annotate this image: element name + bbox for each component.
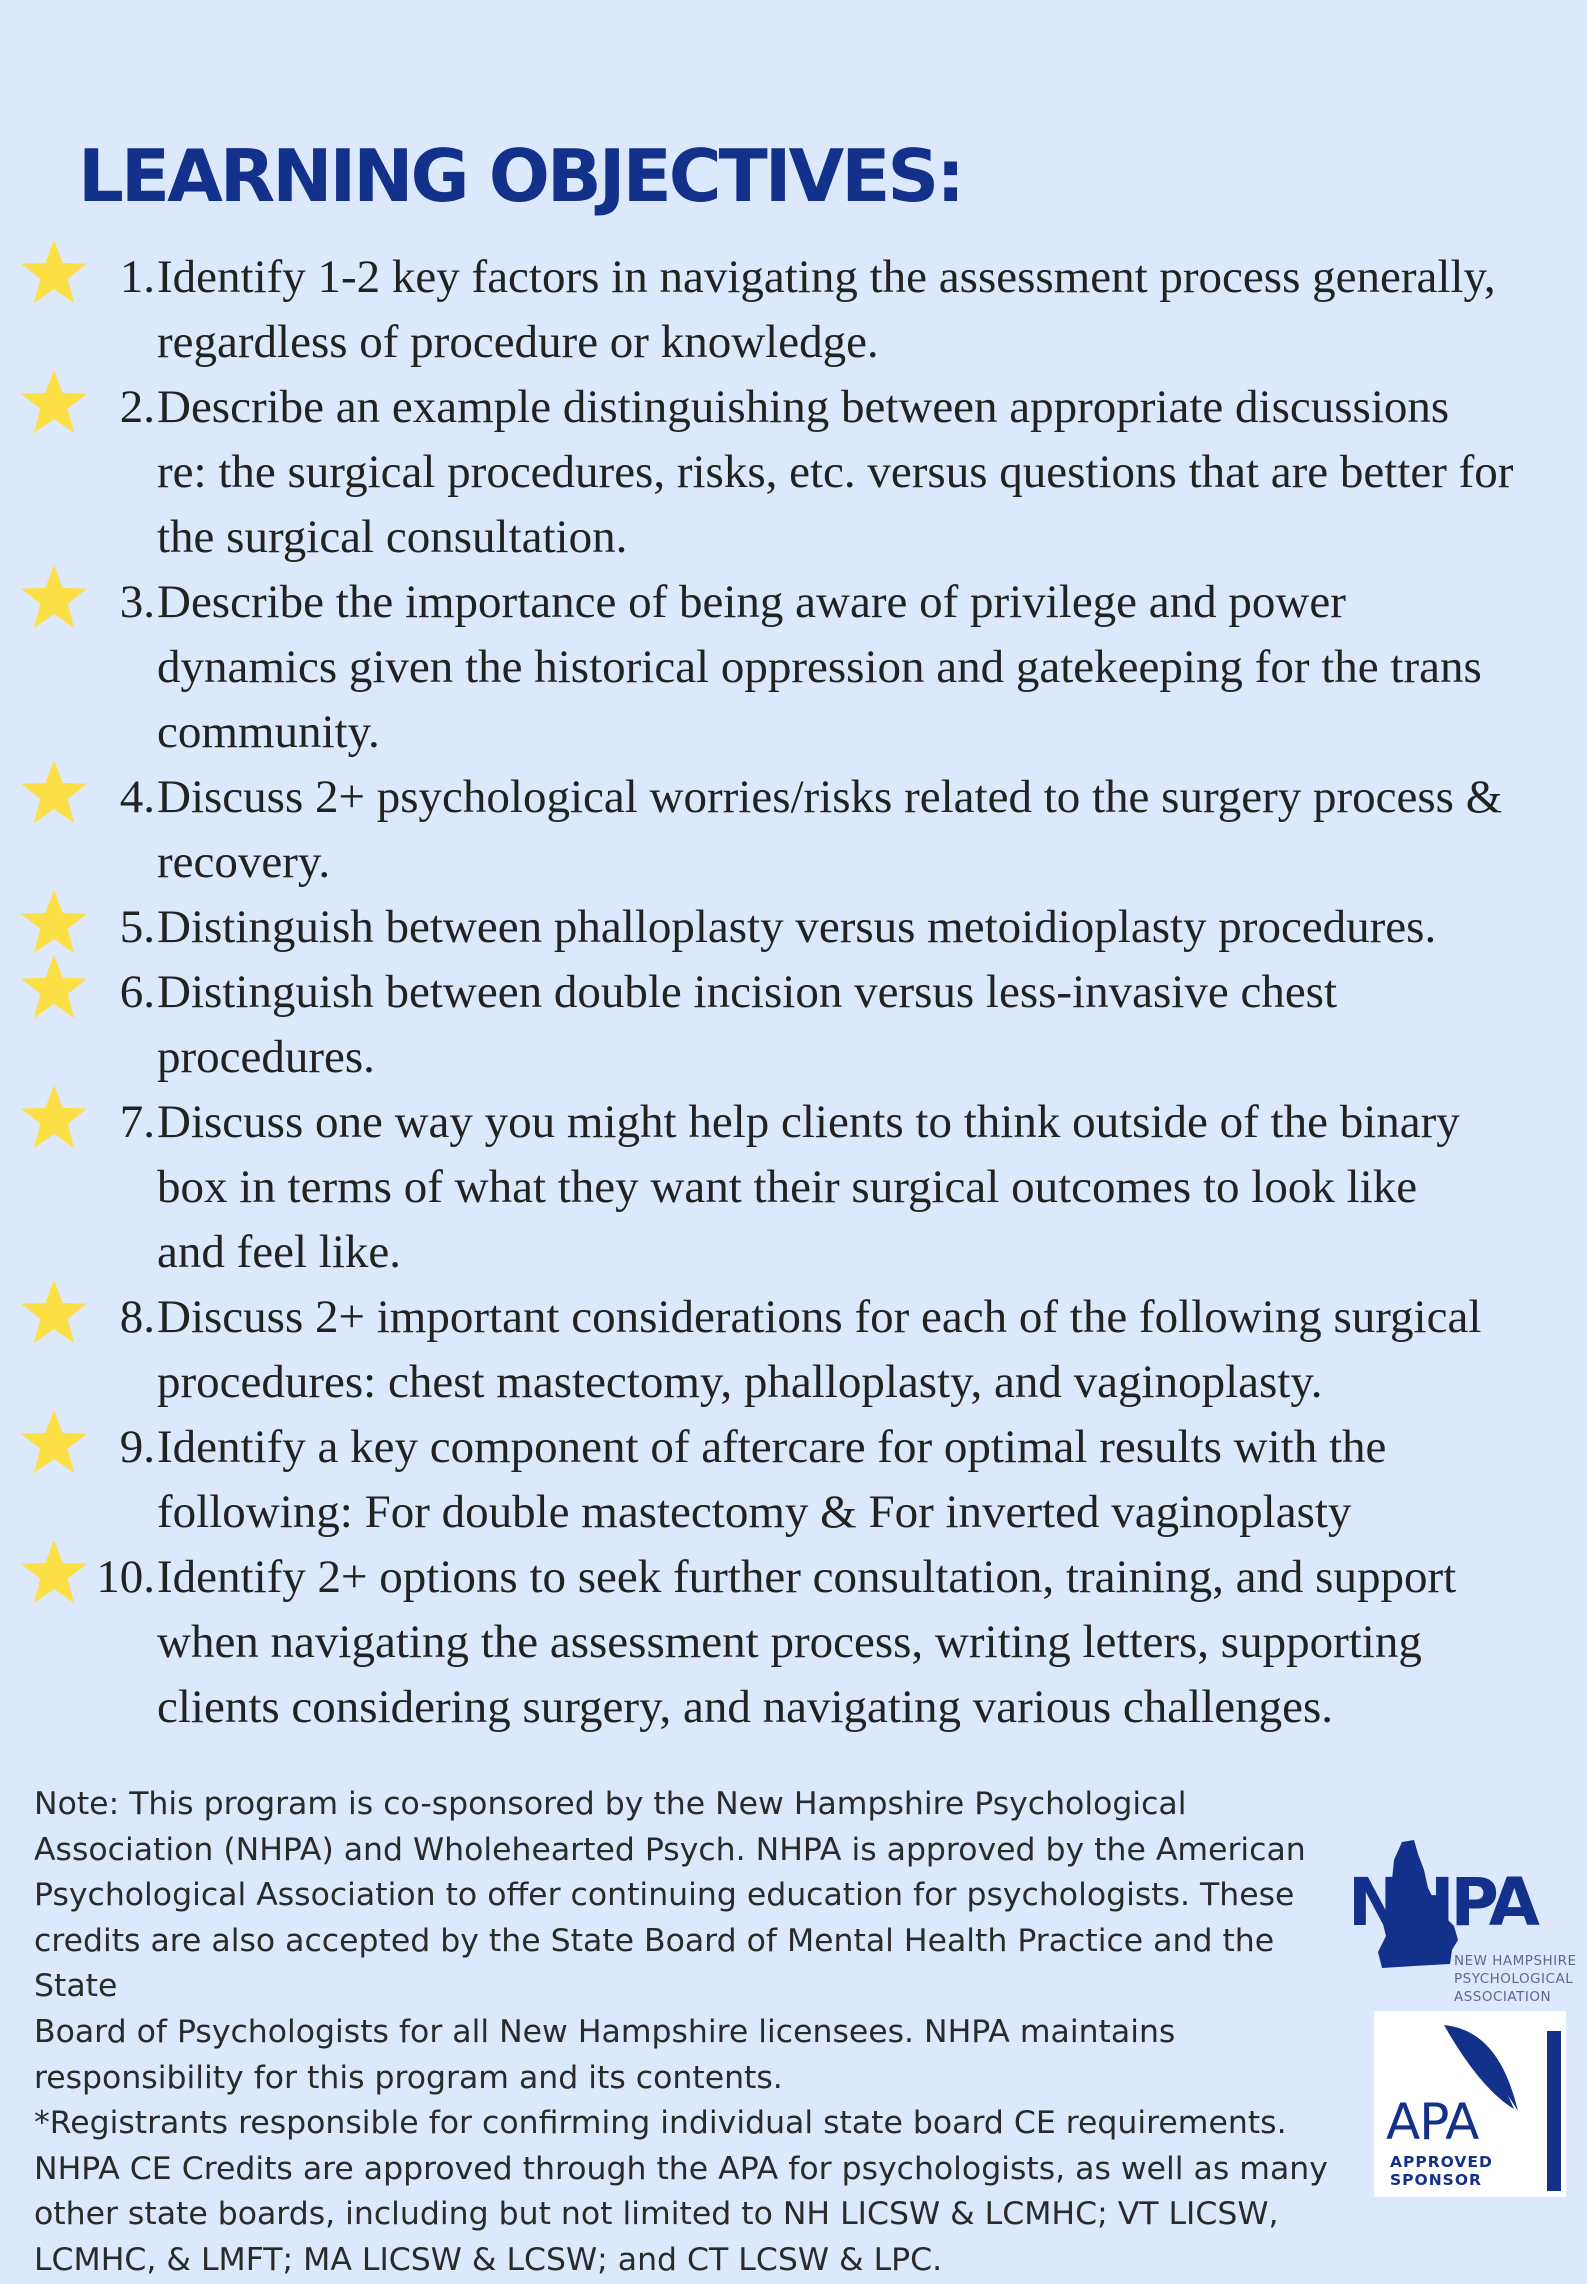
objective-number: 1. (119, 251, 155, 303)
objectives-list (0, 245, 1587, 1740)
objective-text-line: Discuss 2+ important considerations for each of the following surgical (157, 1291, 1482, 1343)
objective-number: 2. (119, 381, 155, 433)
objective-number: 4. (119, 771, 155, 823)
objective-item (0, 960, 1587, 1090)
objective-number: 6. (119, 966, 155, 1018)
objective-number: 10. (96, 1551, 155, 1603)
objective-item (0, 895, 1587, 960)
nhpa-logo-text: NHPA (1348, 1864, 1536, 1941)
objective-text-line: Identify 1-2 key factors in navigating the assessment process generally, (157, 251, 1496, 303)
apa-logo-subtitle (1390, 2153, 1520, 2189)
objective-number: 3. (119, 576, 155, 628)
accreditation-note (34, 1782, 1334, 2284)
objective-number: 7. (119, 1096, 155, 1148)
objective-text-line: dynamics given the historical oppression and gatekeeping for the trans (157, 641, 1482, 693)
star-icon (18, 237, 90, 309)
objective-text-line: community. (157, 706, 380, 758)
nhpa-subtitle-line: PSYCHOLOGICAL (1454, 1971, 1574, 1987)
objective-item (0, 1090, 1587, 1285)
objective-text-line: Identify 2+ options to seek further consultation, training, and support (157, 1551, 1457, 1603)
page-title: LEARNING OBJECTIVES: (78, 134, 963, 218)
note-line: Board of Psychologists for all New Hampshire licensees. NHPA maintains (34, 2013, 1176, 2050)
objective-text-line: regardless of procedure or knowledge. (157, 316, 879, 368)
note-line: Note: This program is co-sponsored by the New Hampshire Psychological (34, 1786, 1187, 1822)
objective-item (0, 245, 1587, 375)
objective-number: 5. (119, 901, 155, 953)
apa-logo-text: APA (1386, 2093, 1479, 2151)
star-icon (18, 1277, 90, 1349)
objective-text-line: when navigating the assessment process, writing letters, supporting (157, 1616, 1422, 1668)
note-line: LCMHC, & LMFT; MA LICSW & LCSW; and CT LCSW & LPC. (34, 2241, 943, 2278)
objective-item (0, 1285, 1587, 1415)
note-line: responsibility for this program and its contents. (34, 2059, 783, 2096)
objective-text-line: procedures. (157, 1031, 375, 1083)
objective-text-line: Discuss 2+ psychological worries/risks related to the surgery process & (157, 771, 1503, 823)
objective-number: 8. (119, 1291, 155, 1343)
objective-text-line: clients considering surgery, and navigating various challenges. (157, 1681, 1333, 1733)
star-icon (18, 887, 90, 959)
note-line: other state boards, including but not limited to NH LICSW & LCMHC; VT LICSW, (34, 2196, 1279, 2233)
objective-text-line: following: For double mastectomy & For inverted vaginoplasty (157, 1486, 1352, 1538)
objective-text-line: Describe the importance of being aware of privilege and power (157, 576, 1346, 628)
objective-text-line: procedures: chest mastectomy, phalloplasty, and vaginoplasty. (157, 1356, 1323, 1408)
star-icon (18, 562, 90, 634)
objective-text-line: and feel like. (157, 1226, 402, 1278)
objective-text-line: the surgical consultation. (157, 511, 628, 563)
star-icon (18, 1082, 90, 1154)
objective-item (0, 765, 1587, 895)
objective-text-line: box in terms of what they want their surgical outcomes to look like (157, 1161, 1418, 1213)
nhpa-logo (1348, 1840, 1587, 2015)
note-line: Psychological Association to offer continuing education for psychologists. These (34, 1877, 1295, 1914)
objective-text-line: Distinguish between double incision versus less-invasive chest (157, 966, 1338, 1018)
note-line: NHPA CE Credits are approved through the APA for psychologists, as well as many (34, 2150, 1328, 2187)
nhpa-logo-subtitle (1454, 1952, 1587, 2006)
objective-text-line: recovery. (157, 836, 331, 888)
note-line: *Registrants responsible for confirming individual state board CE requirements. (34, 2105, 1287, 2142)
objective-text-line: re: the surgical procedures, risks, etc. versus questions that are better for (157, 446, 1514, 498)
objective-item (0, 570, 1587, 765)
objective-text-line: Discuss one way you might help clients to think outside of the binary (157, 1096, 1460, 1148)
star-icon (18, 757, 90, 829)
star-icon (18, 952, 90, 1024)
objective-number: 9. (119, 1421, 155, 1473)
note-line: credits are also accepted by the State Board of Mental Health Practice and the State (34, 1922, 1275, 2005)
note-line: Association (NHPA) and Wholehearted Psych. NHPA is approved by the American (34, 1831, 1306, 1868)
objective-text-line: Describe an example distinguishing between appropriate discussions (157, 381, 1450, 433)
objective-text-line: Identify a key component of aftercare for optimal results with the (157, 1421, 1387, 1473)
objective-item (0, 1415, 1587, 1545)
objective-text-line: Distinguish between phalloplasty versus metoidioplasty procedures. (157, 901, 1437, 953)
apa-approved-sponsor-logo (1374, 2011, 1566, 2197)
objective-item (0, 1545, 1587, 1740)
objective-item (0, 375, 1587, 570)
star-icon (18, 367, 90, 439)
star-icon (18, 1537, 90, 1609)
nhpa-subtitle-line: ASSOCIATION (1454, 1989, 1552, 2005)
apa-subtitle-line: SPONSOR (1390, 2171, 1482, 2189)
star-icon (18, 1407, 90, 1479)
apa-subtitle-line: APPROVED (1390, 2153, 1493, 2171)
nhpa-subtitle-line: NEW HAMPSHIRE (1454, 1953, 1577, 1969)
